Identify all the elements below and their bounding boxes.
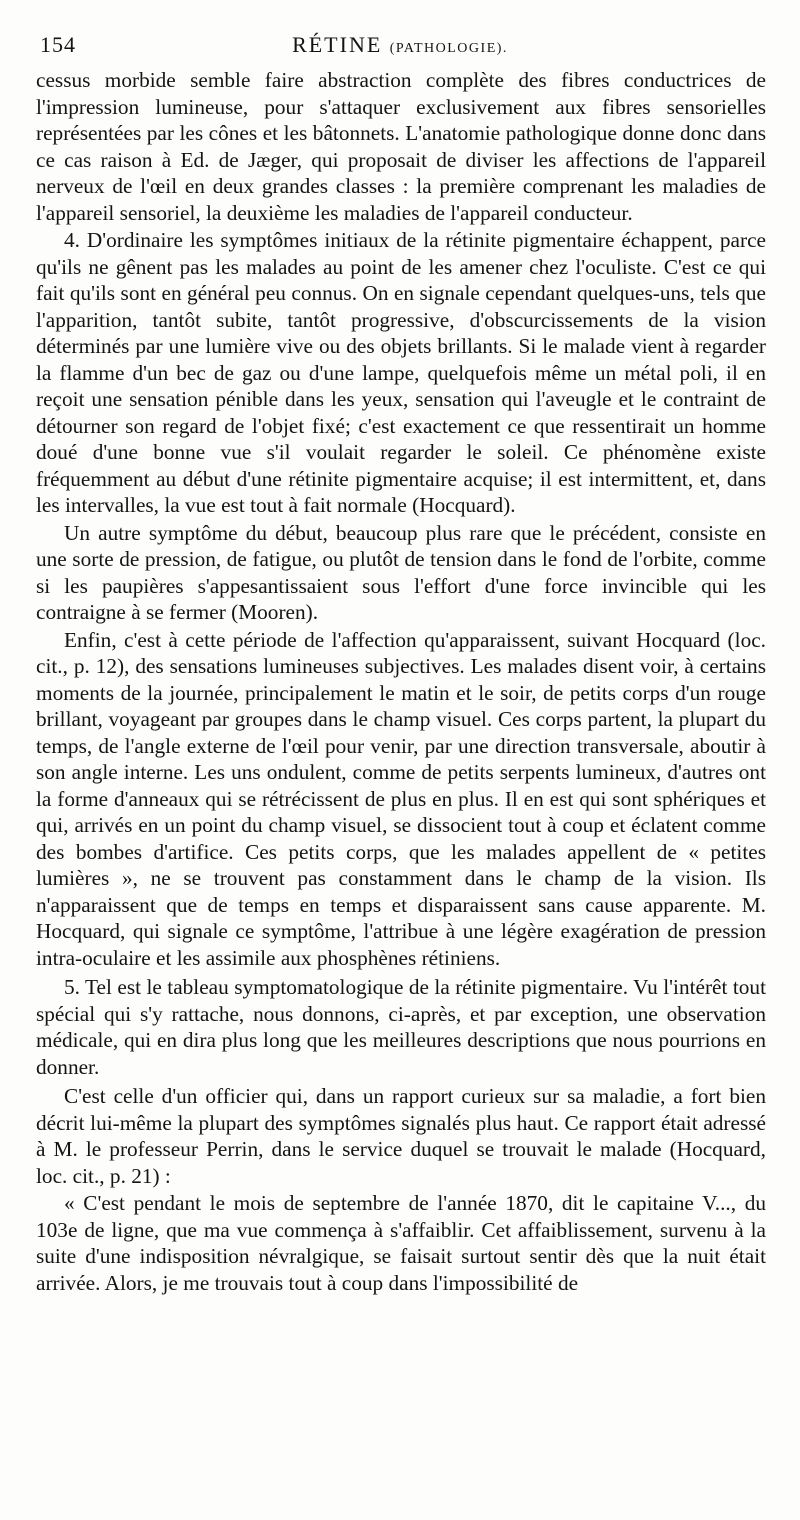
paragraph-mooren: Un autre symptôme du début, beaucoup plus rare que le précédent, consiste en une sorte de pression, de fatigue, ou plutôt de tension dans le fond de l'orbite, comme si les paupières s'appesantissaient sous l'effort d'une force invincible qui les contraigne à se fermer (Mooren).	[36, 520, 766, 624]
running-title-sub: (PATHOLOGIE).	[389, 41, 508, 56]
paragraph-officer-report: C'est celle d'un officier qui, dans un rapport curieux sur sa maladie, a fort bien décrit lui-même la plupart des symptômes signalés plus haut. Ce rapport était adressé à M. le professeur Perrin, dans le service duquel se trouvait le malade (Hocquard, loc. cit., p. 21) :	[36, 1084, 766, 1188]
paragraph-continuation: cessus morbide semble faire abstraction complète des fibres conductrices de l'impression lumineuse, pour s'attaquer exclusivement aux fibres sensorielles représentées par les cônes et les bâtonnets. L'anatomie pathologique donne donc dans ce cas raison à Ed. de Jæger, qui proposait de diviser les affections de l'appareil nerveux de l'œil en deux grandes classes : la première comprenant les maladies de l'appareil sensoriel, la deuxième les maladies de l'appareil conducteur.	[36, 68, 766, 225]
body-text	[36, 67, 766, 1296]
running-header	[40, 30, 760, 64]
page-number: 154	[40, 32, 76, 57]
paragraph-section-5: 5. Tel est le tableau symptomatologique de la rétinite pigmentaire. Vu l'intérêt tout spécial qui s'y rattache, nous donnons, ci-après, et par exception, une observation médicale, qui en dira plus long que les meilleures descriptions que nous pourrions en donner.	[36, 975, 766, 1079]
paragraph-section-4: 4. D'ordinaire les symptômes initiaux de la rétinite pigmentaire échappent, parce qu'ils ne gênent pas les malades au point de les amener chez l'oculiste. C'est ce qui fait qu'ils sont en général peu connus. On en signale cependant quelques-uns, tels que l'apparition, tantôt subite, tantôt progressive, d'obscurcissements de la vision déterminés par une lumière vive ou des objets brillants. Si le malade vient à regarder la flamme d'un bec de gaz ou d'une lampe, quelquefois même un métal poli, il en reçoit une sensation pénible dans les yeux, sensation qui l'aveugle et le contraint de détourner son regard de l'objet fixé; c'est exactement ce que ressentirait un homme doué d'une bonne vue s'il voulait regarder le soleil. Ce phénomène existe fréquemment au début d'une rétinite pigmentaire acquise; il est intermittent, et, dans les intervalles, la vue est tout à fait normale (Hocquard).	[36, 228, 766, 517]
running-title-main: RÉTINE	[292, 32, 383, 57]
paragraph-subjective-sensations: Enfin, c'est à cette période de l'affection qu'apparaissent, suivant Hocquard (loc. cit., p. 12), des sensations lumineuses subjectives. Les malades disent voir, à certains moments de la journée, principalement le matin et le soir, de petits corps d'un rouge brillant, voyageant par groupes dans le champ visuel. Ces corps partent, la plupart du temps, de l'angle externe de l'œil pour venir, par une direction transversale, aboutir à son angle interne. Les uns ondulent, comme de petits serpents lumineux, d'autres ont la forme d'anneaux qui se rétrécissent de plus en plus. Il en est qui sont sphériques et qui, arrivés en un point du champ visuel, se dissocient tout à coup et éclatent comme des bombes d'artifice. Ces petits corps, que les malades appellent de « petites lumières », ne se trouvent pas constamment dans le champ de la vision. Ils n'apparaissent que de temps en temps et disparaissent sans cause apparente. M. Hocquard, qui signale ce symptôme, l'attribue à une légère exagération de pression intra-oculaire et les assimile aux phosphènes rétiniens.	[36, 627, 766, 970]
running-title	[40, 32, 760, 58]
paragraph-quotation: « C'est pendant le mois de septembre de l'année 1870, dit le capitaine V..., du 103e de ligne, que ma vue commença à s'affaiblir. Cet affaiblissement, survenu à la suite d'une indisposition névralgique, se faisait surtout sentir dès que la nuit était arrivée. Alors, je me trouvais tout à coup dans l'impossibilité de	[36, 1191, 766, 1295]
